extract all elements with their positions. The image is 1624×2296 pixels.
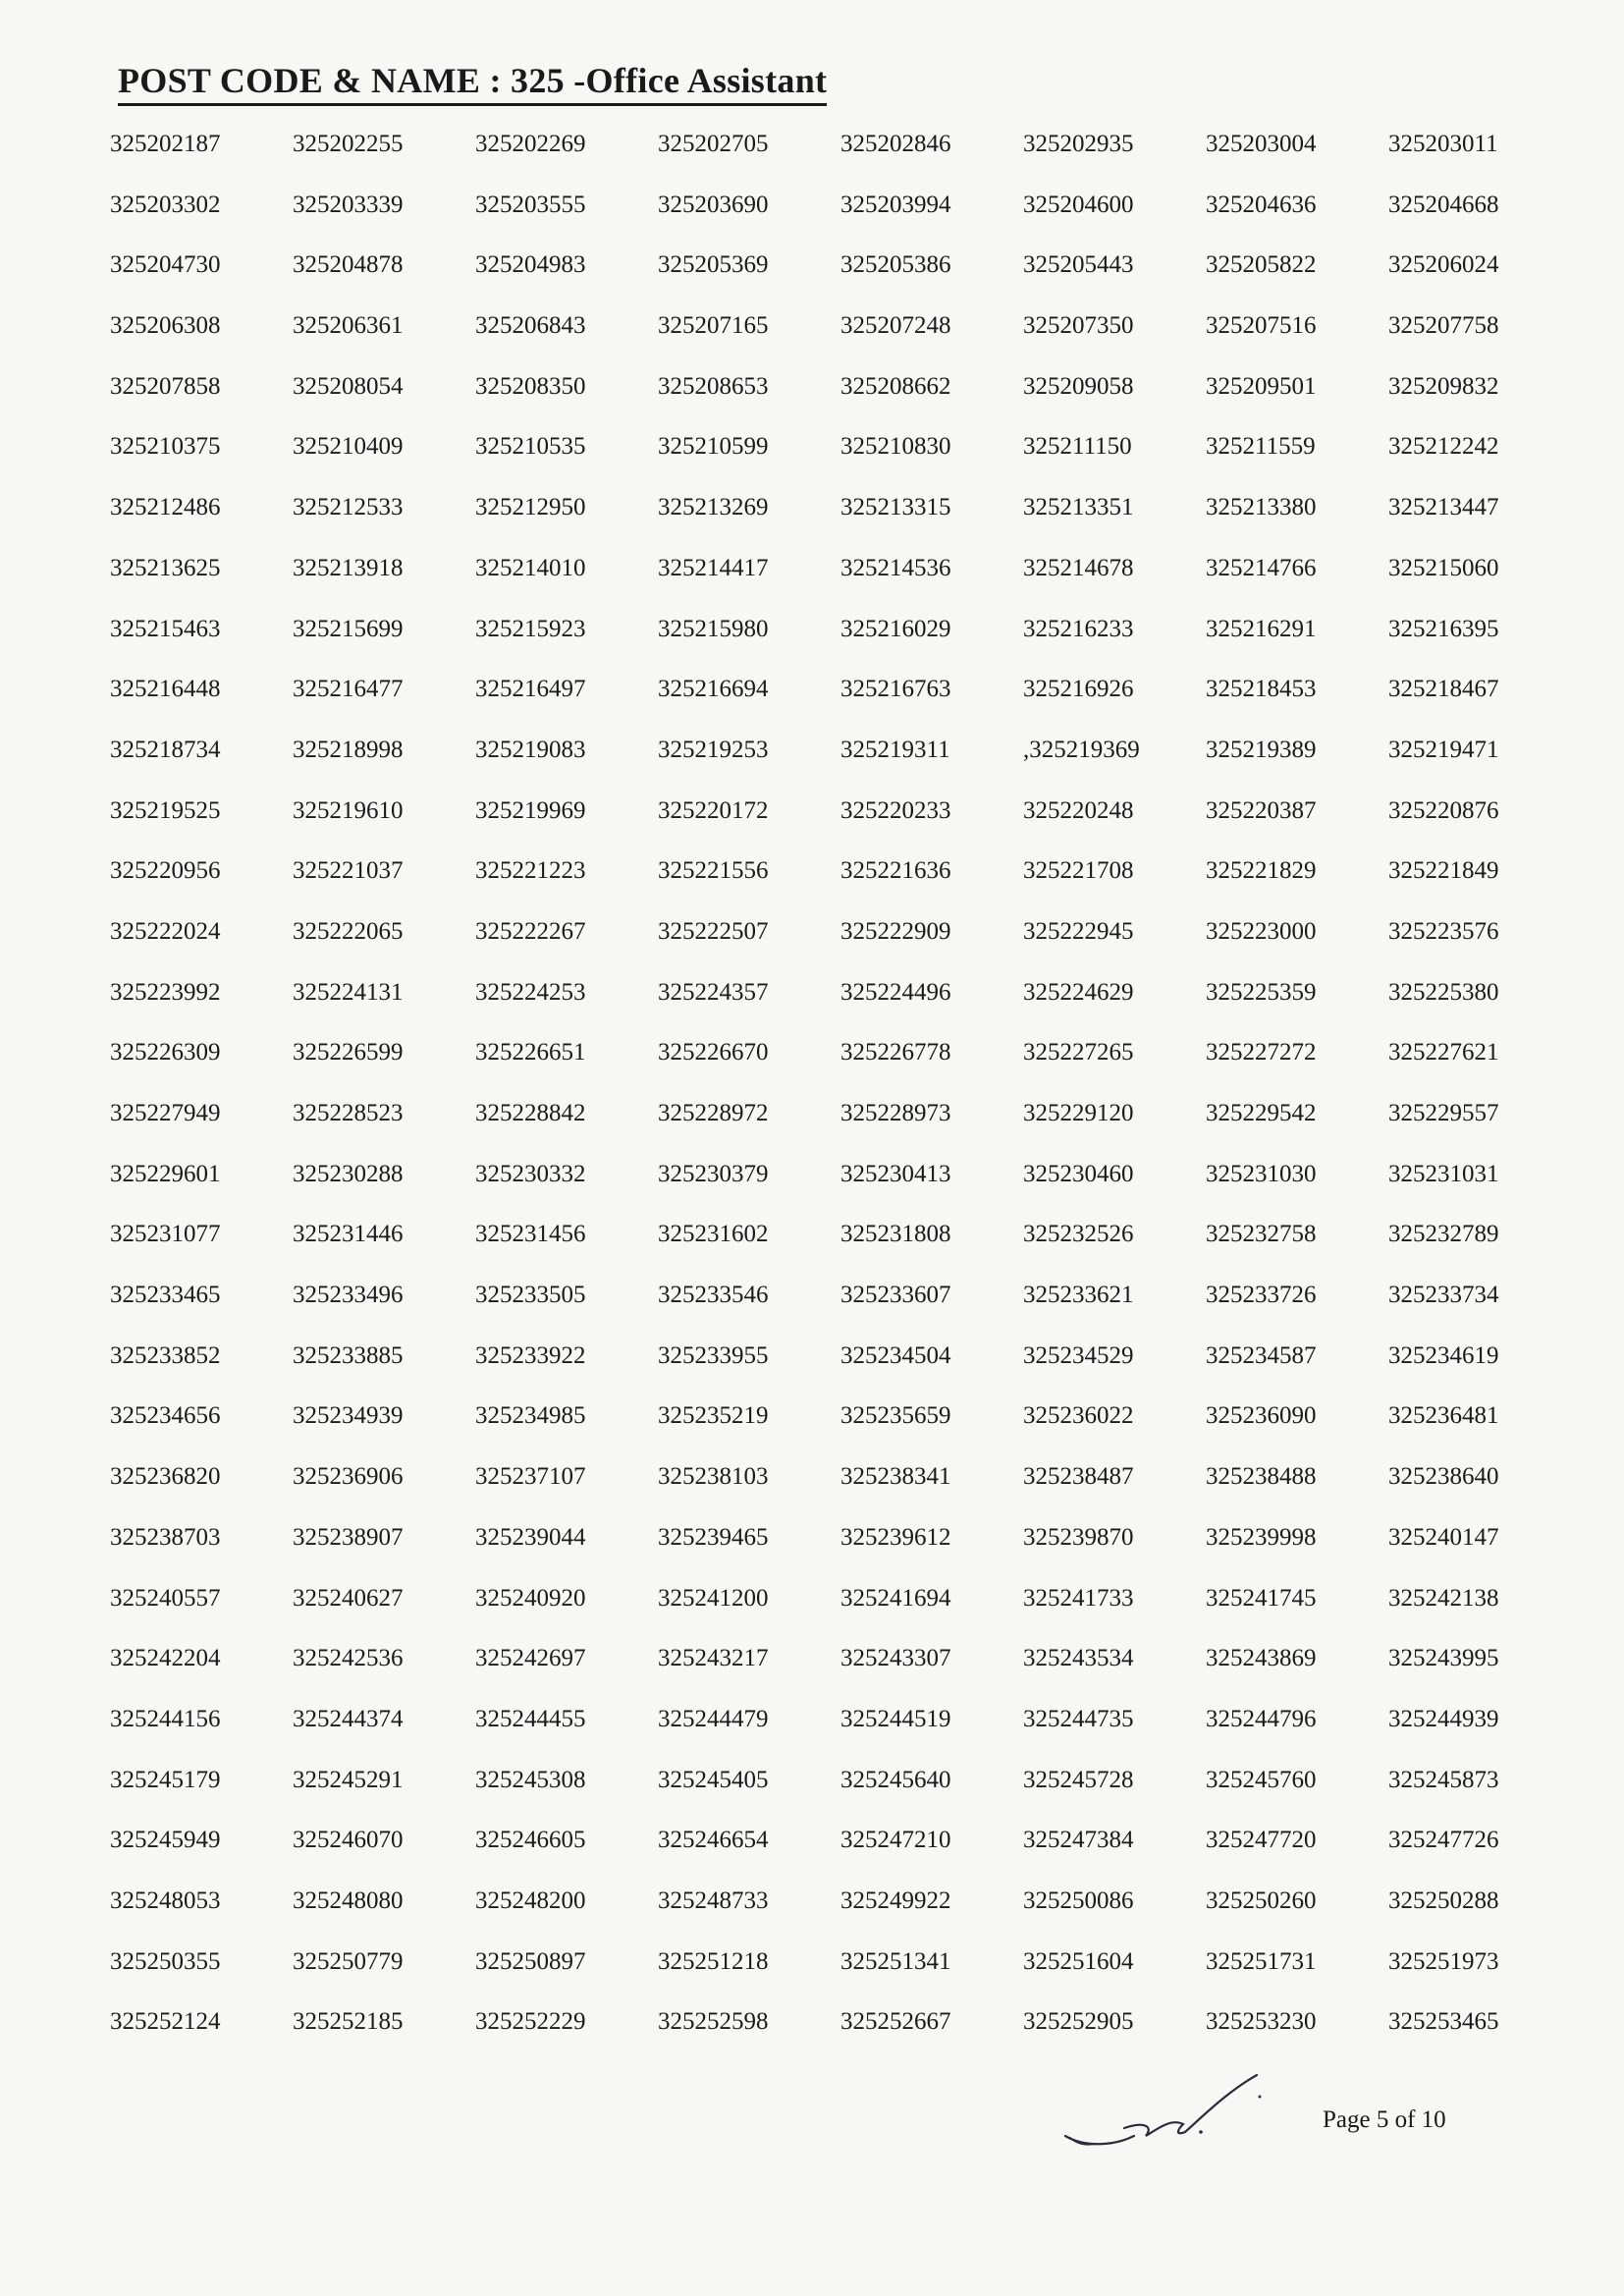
roll-number-cell: 325216233 — [1023, 615, 1134, 642]
roll-number-cell: 325231030 — [1206, 1160, 1317, 1187]
roll-number-grid — [110, 126, 1534, 2064]
roll-number-cell: 325215923 — [475, 615, 586, 642]
roll-number-cell: 325214010 — [475, 554, 586, 581]
roll-number-cell: 325236906 — [293, 1463, 404, 1491]
roll-number-cell: 325244479 — [658, 1705, 769, 1732]
roll-number-cell: 325213315 — [840, 494, 951, 521]
roll-number-cell: 325236022 — [1023, 1402, 1134, 1430]
roll-number-cell: 325219253 — [658, 736, 769, 763]
roll-number-cell: 325252598 — [658, 2008, 769, 2036]
roll-number-cell: 325248200 — [475, 1886, 586, 1914]
roll-number-cell: 325245179 — [110, 1766, 221, 1793]
roll-number-cell: 325230460 — [1023, 1160, 1134, 1187]
roll-number-cell: 325231077 — [110, 1221, 221, 1248]
roll-number-cell: 325243995 — [1388, 1645, 1499, 1672]
roll-number-cell: 325226778 — [840, 1039, 951, 1066]
roll-number-cell: 325238640 — [1388, 1463, 1499, 1491]
roll-number-cell: 325230288 — [293, 1160, 404, 1187]
roll-number-cell: 325226599 — [293, 1039, 404, 1066]
roll-number-cell: 325226651 — [475, 1039, 586, 1066]
roll-number-cell: 325233546 — [658, 1282, 769, 1309]
roll-number-cell: 325229557 — [1388, 1100, 1499, 1126]
roll-number-cell: 325212533 — [293, 494, 404, 521]
roll-number-cell: 325226309 — [110, 1039, 221, 1066]
roll-number-cell: 325245308 — [475, 1766, 586, 1793]
roll-number-cell: 325251604 — [1023, 1947, 1134, 1975]
roll-number-cell: 325202269 — [475, 131, 586, 157]
roll-number-cell: 325205443 — [1023, 251, 1134, 279]
roll-number-cell: 325218998 — [293, 736, 404, 763]
roll-number-cell: 325233922 — [475, 1341, 586, 1369]
roll-number-cell: 325238487 — [1023, 1463, 1134, 1491]
roll-number-cell: 325224629 — [1023, 978, 1134, 1006]
roll-number-cell: 325220387 — [1206, 796, 1317, 824]
roll-number-cell: 325247720 — [1206, 1827, 1317, 1854]
roll-number-cell: 325216694 — [658, 676, 769, 703]
roll-number-cell: 325252124 — [110, 2008, 221, 2036]
roll-number-cell: 325216291 — [1206, 615, 1317, 642]
roll-number-cell: 325250897 — [475, 1947, 586, 1975]
roll-number-cell: 325203690 — [658, 191, 769, 218]
roll-number-cell: 325218734 — [110, 736, 221, 763]
roll-number-cell: 325202187 — [110, 131, 221, 157]
roll-number-cell: 325208653 — [658, 372, 769, 400]
roll-number-cell: 325203339 — [293, 191, 404, 218]
roll-number-cell: 325215980 — [658, 615, 769, 642]
roll-number-cell: 325214766 — [1206, 554, 1317, 581]
roll-number-cell: 325225380 — [1388, 978, 1499, 1006]
signature-icon — [1056, 2067, 1272, 2160]
roll-number-cell: 325231602 — [658, 1221, 769, 1248]
page-number: Page 5 of 10 — [1323, 2106, 1446, 2133]
roll-number-cell: 325216477 — [293, 676, 404, 703]
roll-number-cell: 325204983 — [475, 251, 586, 279]
roll-number-cell: 325215060 — [1388, 554, 1499, 581]
roll-number-cell: 325251973 — [1388, 1947, 1499, 1975]
roll-number-cell: 325210599 — [658, 433, 769, 461]
roll-number-cell: 325233734 — [1388, 1282, 1499, 1309]
roll-number-cell: 325242138 — [1388, 1584, 1499, 1612]
roll-number-cell: 325233621 — [1023, 1282, 1134, 1309]
roll-number-cell: 325250086 — [1023, 1886, 1134, 1914]
roll-number-cell: 325219471 — [1388, 736, 1499, 763]
roll-number-cell: 325228523 — [293, 1100, 404, 1126]
roll-number-cell: 325235659 — [840, 1402, 951, 1430]
roll-number-cell: 325231031 — [1388, 1160, 1499, 1187]
roll-number-cell: 325224496 — [840, 978, 951, 1006]
roll-number-cell: 325208350 — [475, 372, 586, 400]
roll-number-cell: 325210830 — [840, 433, 951, 461]
roll-number-cell: 325209501 — [1206, 372, 1317, 400]
roll-number-cell: 325213380 — [1206, 494, 1317, 521]
roll-number-cell: 325247210 — [840, 1827, 951, 1854]
roll-number-cell: 325243534 — [1023, 1645, 1134, 1672]
roll-number-cell: 325240627 — [293, 1584, 404, 1612]
roll-number-cell: 325243217 — [658, 1645, 769, 1672]
roll-number-cell: 325216029 — [840, 615, 951, 642]
roll-number-cell: 325212242 — [1388, 433, 1499, 461]
roll-number-cell: 325221037 — [293, 857, 404, 885]
roll-number-cell: 325219389 — [1206, 736, 1317, 763]
roll-number-cell: 325244939 — [1388, 1705, 1499, 1732]
roll-number-cell: 325241745 — [1206, 1584, 1317, 1612]
roll-number-cell: 325230413 — [840, 1160, 951, 1187]
roll-number-cell: 325253230 — [1206, 2008, 1317, 2036]
roll-number-cell: 325234504 — [840, 1341, 951, 1369]
roll-number-cell: 325221636 — [840, 857, 951, 885]
roll-number-cell: 325244455 — [475, 1705, 586, 1732]
roll-number-cell: 325241200 — [658, 1584, 769, 1612]
roll-number-cell: 325233505 — [475, 1282, 586, 1309]
roll-number-cell: 325242204 — [110, 1645, 221, 1672]
roll-number-cell: 325236090 — [1206, 1402, 1317, 1430]
roll-number-cell: 325202846 — [840, 131, 951, 157]
roll-number-cell: 325233496 — [293, 1282, 404, 1309]
roll-number-cell: 325205822 — [1206, 251, 1317, 279]
roll-number-cell: 325233955 — [658, 1341, 769, 1369]
roll-number-cell: 325224253 — [475, 978, 586, 1006]
roll-number-cell: 325230379 — [658, 1160, 769, 1187]
roll-number-cell: 325234985 — [475, 1402, 586, 1430]
roll-number-cell: 325241694 — [840, 1584, 951, 1612]
roll-number-cell: 325244374 — [293, 1705, 404, 1732]
roll-number-cell: 325215699 — [293, 615, 404, 642]
roll-number-cell: 325213625 — [110, 554, 221, 581]
roll-number-cell: 325214536 — [840, 554, 951, 581]
roll-number-cell: 325219525 — [110, 796, 221, 824]
roll-number-cell: 325222507 — [658, 917, 769, 945]
roll-number-cell: 325206843 — [475, 312, 586, 340]
roll-number-cell: 325220233 — [840, 796, 951, 824]
roll-number-cell: 325203011 — [1388, 131, 1498, 157]
roll-number-cell: 325220248 — [1023, 796, 1134, 824]
roll-number-cell: 325234529 — [1023, 1341, 1134, 1369]
roll-number-cell: 325219610 — [293, 796, 404, 824]
roll-number-cell: 325223576 — [1388, 917, 1499, 945]
roll-number-cell: 325211559 — [1206, 433, 1316, 461]
roll-number-cell: 325212486 — [110, 494, 221, 521]
roll-number-cell: 325248080 — [293, 1886, 404, 1914]
roll-number-cell: 325211150 — [1023, 433, 1132, 461]
roll-number-cell: 325203994 — [840, 191, 951, 218]
roll-number-cell: 325245873 — [1388, 1766, 1499, 1793]
roll-number-cell: 325207758 — [1388, 312, 1499, 340]
roll-number-cell: 325245728 — [1023, 1766, 1134, 1793]
roll-number-cell: 325250288 — [1388, 1886, 1499, 1914]
roll-number-cell: 325230332 — [475, 1160, 586, 1187]
roll-number-cell: 325245405 — [658, 1766, 769, 1793]
roll-number-cell: 325229542 — [1206, 1100, 1317, 1126]
roll-number-cell: 325238103 — [658, 1463, 769, 1491]
roll-number-cell: 325214678 — [1023, 554, 1134, 581]
roll-number-cell: 325240147 — [1388, 1523, 1499, 1551]
roll-number-cell: 325204600 — [1023, 191, 1134, 218]
roll-number-cell: 325248733 — [658, 1886, 769, 1914]
roll-number-cell: 325221556 — [658, 857, 769, 885]
roll-number-cell: 325212950 — [475, 494, 586, 521]
roll-number-cell: 325252229 — [475, 2008, 586, 2036]
roll-number-cell: 325209058 — [1023, 372, 1134, 400]
roll-number-cell: 325228842 — [475, 1100, 586, 1126]
roll-number-cell: 325221849 — [1388, 857, 1499, 885]
roll-number-cell: 325229120 — [1023, 1100, 1134, 1126]
roll-number-cell: 325210375 — [110, 433, 221, 461]
roll-number-cell: 325233885 — [293, 1341, 404, 1369]
roll-number-cell: 325233607 — [840, 1282, 951, 1309]
roll-number-cell: 325229601 — [110, 1160, 221, 1187]
roll-number-cell: 325204668 — [1388, 191, 1499, 218]
roll-number-cell: 325235219 — [658, 1402, 769, 1430]
roll-number-cell: 325238703 — [110, 1523, 221, 1551]
roll-number-cell: 325218467 — [1388, 676, 1499, 703]
roll-number-cell: 325203004 — [1206, 131, 1317, 157]
roll-number-cell: 325239465 — [658, 1523, 769, 1551]
roll-number-cell: 325251218 — [658, 1947, 769, 1975]
roll-number-cell: 325238341 — [840, 1463, 951, 1491]
roll-number-cell: 325205386 — [840, 251, 951, 279]
roll-number-cell: 325244156 — [110, 1705, 221, 1732]
roll-number-cell: 325209832 — [1388, 372, 1499, 400]
roll-number-cell: 325244519 — [840, 1705, 951, 1732]
roll-number-cell: 325249922 — [840, 1886, 951, 1914]
roll-number-cell: 325214417 — [658, 554, 769, 581]
roll-number-cell: 325245949 — [110, 1827, 221, 1854]
roll-number-cell: 325248053 — [110, 1886, 221, 1914]
roll-number-cell: 325234619 — [1388, 1341, 1499, 1369]
roll-number-cell: 325231808 — [840, 1221, 951, 1248]
roll-number-cell: 325216763 — [840, 676, 951, 703]
roll-number-cell: 325227265 — [1023, 1039, 1134, 1066]
roll-number-cell: 325219969 — [475, 796, 586, 824]
roll-number-cell: 325220876 — [1388, 796, 1499, 824]
roll-number-cell: 325227272 — [1206, 1039, 1317, 1066]
roll-number-cell: 325251731 — [1206, 1947, 1317, 1975]
roll-number-cell: 325228972 — [658, 1100, 769, 1126]
roll-number-cell: 325202935 — [1023, 131, 1134, 157]
roll-number-cell: 325204730 — [110, 251, 221, 279]
roll-number-cell: 325220172 — [658, 796, 769, 824]
roll-number-cell: 325236820 — [110, 1463, 221, 1491]
roll-number-cell: 325207165 — [658, 312, 769, 340]
roll-number-cell: 325205369 — [658, 251, 769, 279]
roll-number-cell: 325203302 — [110, 191, 221, 218]
roll-number-cell: 325224357 — [658, 978, 769, 1006]
roll-number-cell: 325208054 — [293, 372, 404, 400]
roll-number-cell: 325239044 — [475, 1523, 586, 1551]
roll-number-cell: 325222024 — [110, 917, 221, 945]
roll-number-cell: 325207516 — [1206, 312, 1317, 340]
roll-number-cell: 325213351 — [1023, 494, 1134, 521]
roll-number-cell: 325216448 — [110, 676, 221, 703]
roll-number-cell: 325246654 — [658, 1827, 769, 1854]
roll-number-cell: 325219083 — [475, 736, 586, 763]
roll-number-cell: 325234587 — [1206, 1341, 1317, 1369]
roll-number-cell: 325210535 — [475, 433, 586, 461]
roll-number-cell: 325244735 — [1023, 1705, 1134, 1732]
roll-number-cell: 325213447 — [1388, 494, 1499, 521]
roll-number-cell: 325216395 — [1388, 615, 1499, 642]
roll-number-cell: 325208662 — [840, 372, 951, 400]
roll-number-cell: 325239998 — [1206, 1523, 1317, 1551]
roll-number-cell: 325237107 — [475, 1463, 586, 1491]
roll-number-cell: 325252185 — [293, 2008, 404, 2036]
roll-number-cell: 325226670 — [658, 1039, 769, 1066]
roll-number-cell: 325245291 — [293, 1766, 404, 1793]
roll-number-cell: 325227621 — [1388, 1039, 1499, 1066]
roll-number-cell: 325207350 — [1023, 312, 1134, 340]
roll-number-cell: 325231446 — [293, 1221, 404, 1248]
roll-number-cell: 325206361 — [293, 312, 404, 340]
roll-number-cell: 325232758 — [1206, 1221, 1317, 1248]
roll-number-cell: 325215463 — [110, 615, 221, 642]
roll-number-cell: ,325219369 — [1023, 736, 1140, 763]
roll-number-cell: 325242536 — [293, 1645, 404, 1672]
roll-number-cell: 325246070 — [293, 1827, 404, 1854]
roll-number-cell: 325213269 — [658, 494, 769, 521]
roll-number-cell: 325221708 — [1023, 857, 1134, 885]
roll-number-cell: 325206024 — [1388, 251, 1499, 279]
roll-number-cell: 325242697 — [475, 1645, 586, 1672]
roll-number-cell: 325239870 — [1023, 1523, 1134, 1551]
roll-number-cell: 325252667 — [840, 2008, 951, 2036]
roll-number-cell: 325222909 — [840, 917, 951, 945]
roll-number-cell: 325223000 — [1206, 917, 1317, 945]
roll-number-cell: 325207858 — [110, 372, 221, 400]
roll-number-cell: 325240920 — [475, 1584, 586, 1612]
roll-number-cell: 325220956 — [110, 857, 221, 885]
roll-number-cell: 325222065 — [293, 917, 404, 945]
roll-number-cell: 325241733 — [1023, 1584, 1134, 1612]
roll-number-cell: 325210409 — [293, 433, 404, 461]
roll-number-cell: 325202255 — [293, 131, 404, 157]
roll-number-cell: 325236481 — [1388, 1402, 1499, 1430]
roll-number-cell: 325219311 — [840, 736, 950, 763]
roll-number-cell: 325216926 — [1023, 676, 1134, 703]
roll-number-cell: 325213918 — [293, 554, 404, 581]
roll-number-cell: 325207248 — [840, 312, 951, 340]
roll-number-cell: 325204878 — [293, 251, 404, 279]
roll-number-cell: 325221829 — [1206, 857, 1317, 885]
roll-number-cell: 325218453 — [1206, 676, 1317, 703]
roll-number-cell: 325247726 — [1388, 1827, 1499, 1854]
roll-number-cell: 325204636 — [1206, 191, 1317, 218]
roll-number-cell: 325228973 — [840, 1100, 951, 1126]
roll-number-cell: 325253465 — [1388, 2008, 1499, 2036]
roll-number-cell: 325232526 — [1023, 1221, 1134, 1248]
roll-number-cell: 325221223 — [475, 857, 586, 885]
roll-number-cell: 325250355 — [110, 1947, 221, 1975]
roll-number-cell: 325234939 — [293, 1402, 404, 1430]
roll-number-cell: 325234656 — [110, 1402, 221, 1430]
roll-number-cell: 325233852 — [110, 1341, 221, 1369]
roll-number-cell: 325251341 — [840, 1947, 951, 1975]
roll-number-cell: 325225359 — [1206, 978, 1317, 1006]
roll-number-cell: 325238488 — [1206, 1463, 1317, 1491]
roll-number-cell: 325232789 — [1388, 1221, 1499, 1248]
roll-number-cell: 325222945 — [1023, 917, 1134, 945]
roll-number-cell: 325216497 — [475, 676, 586, 703]
roll-number-cell: 325243869 — [1206, 1645, 1317, 1672]
roll-number-cell: 325244796 — [1206, 1705, 1317, 1732]
roll-number-cell: 325223992 — [110, 978, 221, 1006]
roll-number-cell: 325203555 — [475, 191, 586, 218]
roll-number-cell: 325245760 — [1206, 1766, 1317, 1793]
roll-number-cell: 325245640 — [840, 1766, 951, 1793]
roll-number-cell: 325252905 — [1023, 2008, 1134, 2036]
roll-number-cell: 325246605 — [475, 1827, 586, 1854]
roll-number-cell: 325238907 — [293, 1523, 404, 1551]
roll-number-cell: 325206308 — [110, 312, 221, 340]
roll-number-cell: 325239612 — [840, 1523, 951, 1551]
roll-number-cell: 325233465 — [110, 1282, 221, 1309]
roll-number-cell: 325240557 — [110, 1584, 221, 1612]
roll-number-cell: 325227949 — [110, 1100, 221, 1126]
roll-number-cell: 325224131 — [293, 978, 404, 1006]
roll-number-cell: 325222267 — [475, 917, 586, 945]
roll-number-cell: 325250779 — [293, 1947, 404, 1975]
page-title: POST CODE & NAME : 325 -Office Assistant — [118, 59, 827, 106]
roll-number-cell: 325243307 — [840, 1645, 951, 1672]
roll-number-cell: 325247384 — [1023, 1827, 1134, 1854]
roll-number-cell: 325202705 — [658, 131, 769, 157]
roll-number-cell: 325231456 — [475, 1221, 586, 1248]
roll-number-cell: 325233726 — [1206, 1282, 1317, 1309]
roll-number-cell: 325250260 — [1206, 1886, 1317, 1914]
